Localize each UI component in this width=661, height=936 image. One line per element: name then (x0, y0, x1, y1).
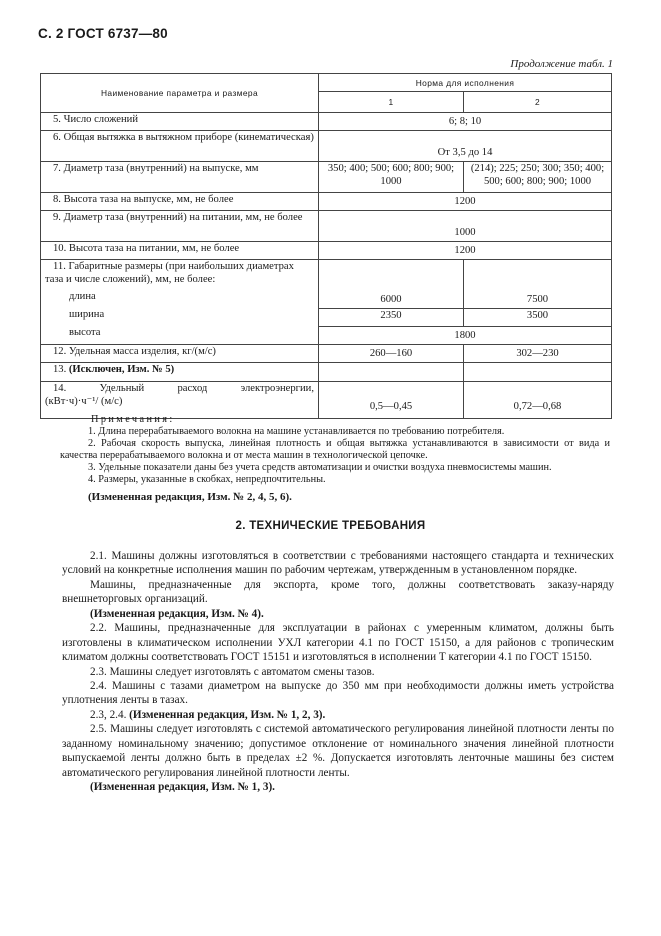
row-label (41, 193, 319, 211)
row-6-name: 6. Общая вытяжка в вытяжном приборе (кинематическая) (53, 132, 314, 143)
row-label (41, 162, 319, 193)
table-row (41, 382, 612, 419)
row-value-variant-1: 0,5—0,45 (319, 382, 464, 419)
table-row (41, 193, 612, 211)
row-10-name: 10. Высота таза на питании, мм, не более (53, 243, 240, 254)
section-title: 2. ТЕХНИЧЕСКИЕ ТРЕБОВАНИЯ (235, 520, 426, 532)
dimension-height-label: высота (69, 327, 101, 338)
row-value: 6; 8; 10 (319, 113, 612, 131)
notes-revision: (Измененная редакция, Изм. № 2, 4, 5, 6). (88, 491, 292, 503)
row-value: 1200 (319, 193, 612, 211)
paragraph: 2.5. Машины следует изготовлять с системой автоматического регулирования линейной плотности ленты по заданному номинальному значению; допустимое отклонение от номинального значения линейной плотности выпускаемой ленты должно быть в пределах ±2 %. Допускается изготовлять ленточные машины без систем автоматического регулирования линейной плотности ленты. (62, 723, 614, 779)
column-header-parameter: Наименование параметра и размера (41, 74, 319, 113)
row-13-number: 13. (53, 364, 67, 375)
table-row (41, 242, 612, 260)
row-value-variant-1: 6000 (319, 290, 464, 308)
paragraph (62, 607, 614, 621)
page-header: С. 2 ГОСТ 6737—80 (38, 26, 168, 41)
table-row (41, 345, 612, 363)
row-value-variant-1: 350; 400; 500; 600; 800; 900; 1000 (319, 162, 464, 193)
table-row (41, 162, 612, 193)
row-label (41, 211, 319, 242)
row-value-variant-2: 0,72—0,68 (464, 382, 612, 419)
row-value: 1800 (319, 326, 612, 345)
row-label (41, 290, 319, 308)
row-label (41, 308, 319, 326)
paragraph: 2.1. Машины должны изготовляться в соответствии с требованиями настоящего стандарта и технических условий на конкретные исполнения машин по рабочим чертежам, утвержденным в установленном порядке. (62, 550, 614, 577)
row-value-variant-1 (319, 363, 464, 382)
row-12-name: 12. Удельная масса изделия, кг/(м/с) (53, 346, 216, 357)
section-body (62, 549, 614, 794)
paragraph (62, 708, 614, 722)
row-7-name: 7. Диаметр таза (внутренний) на выпуске, мм (53, 163, 259, 174)
row-value-variant-2 (464, 363, 612, 382)
row-label (41, 131, 319, 162)
column-header-variant-2: 2 (464, 92, 612, 113)
row-14-name-line2: (кВт·ч)·ч⁻¹/ (м/с) (45, 395, 123, 407)
table-row (41, 308, 612, 326)
row-value-variant-2: (214); 225; 250; 300; 350; 400; 500; 600; 800; 900; 1000 (464, 162, 612, 193)
row-value-variant-2: 7500 (464, 290, 612, 308)
row-11-name: 11. Габаритные размеры (при наибольших диаметрах таза и числе сложений), мм, не более: (45, 261, 294, 285)
note-item: 4. Размеры, указанные в скобках, непредпочтительны. (88, 474, 326, 486)
row-label (41, 260, 319, 291)
table-row (41, 211, 612, 242)
row-value-variant-1 (319, 260, 464, 291)
row-value-variant-2: 3500 (464, 308, 612, 326)
row-value: 1000 (319, 211, 612, 242)
row-label (41, 113, 319, 131)
note-item: 2. Рабочая скорость выпуска, линейная плотность и общая вытяжка устанавливаются в зависимости от вида и качества перерабатываемого волокна и от места машин в технологической цепочке. (60, 438, 610, 462)
table-row (41, 260, 612, 291)
row-label (41, 382, 319, 419)
table-row (41, 363, 612, 382)
table-row (41, 326, 612, 345)
dimension-width-label: ширина (69, 309, 105, 320)
table-continuation-label: Продолжение табл. 1 (510, 58, 613, 70)
row-value-variant-1: 260—160 (319, 345, 464, 363)
revision-note: (Измененная редакция, Изм. № 4). (90, 607, 264, 620)
row-13-name: (Исключен, Изм. № 5) (68, 364, 175, 375)
row-14-name-line1: 14. Удельный расход электроэнергии, (53, 383, 314, 394)
table-row (41, 113, 612, 131)
table-row (41, 290, 612, 308)
paragraph (62, 780, 614, 794)
note-item: 3. Удельные показатели даны без учета средств автоматизации и очистки воздуха пневмосистемы машин. (88, 462, 552, 474)
row-label (41, 345, 319, 363)
table-notes (60, 414, 610, 486)
specification-table (40, 73, 612, 419)
paragraph: Машины, предназначенные для экспорта, кроме того, должны соответствовать заказу-наряду внешнеторговых организаций. (62, 578, 614, 606)
note-item: 1. Длина перерабатываемого волокна на машине устанавливается по требованию потребителя. (88, 426, 505, 438)
row-9-name: 9. Диаметр таза (внутренний) на питании, мм, не более (53, 212, 303, 223)
row-value: От 3,5 до 14 (319, 131, 612, 162)
paragraph: 2.3. Машины следует изготовлять с автоматом смены тазов. (90, 665, 375, 678)
row-5-name: 5. Число сложений (53, 114, 138, 125)
row-label (41, 326, 319, 345)
paragraph: 2.4. Машины с тазами диаметром на выпуске до 350 мм при необходимости должны иметь устройства уплотнения ленты в тазах. (62, 679, 614, 707)
notes-title: Примечания: (91, 414, 175, 425)
row-label (41, 242, 319, 260)
column-header-norm: Норма для исполнения (319, 74, 612, 92)
column-header-variant-1: 1 (319, 92, 464, 113)
row-value-variant-1: 2350 (319, 308, 464, 326)
row-value-variant-2 (464, 260, 612, 291)
revision-note: (Измененная редакция, Изм. № 1, 2, 3). (129, 708, 326, 721)
dimension-length-label: длина (69, 291, 96, 302)
paragraph: 2.2. Машины, предназначенные для эксплуатации в районах с умеренным климатом, должны быть изготовлены в климатическом исполнении УХЛ категории 4.1 по ГОСТ 15150, а для районов с тропическим климатом должны соответствовать ГОСТ 15151 и изготовляться в исполнении Т категории 4.1 по ГОСТ 15150. (62, 622, 614, 664)
table-header-row (41, 74, 612, 92)
row-label (41, 363, 319, 382)
row-8-name: 8. Высота таза на выпуске, мм, не более (53, 194, 234, 205)
revision-prefix: 2.3, 2.4. (90, 708, 130, 721)
table-row (41, 131, 612, 162)
row-value: 1200 (319, 242, 612, 260)
row-value-variant-2: 302—230 (464, 345, 612, 363)
revision-note: (Измененная редакция, Изм. № 1, 3). (90, 781, 275, 793)
